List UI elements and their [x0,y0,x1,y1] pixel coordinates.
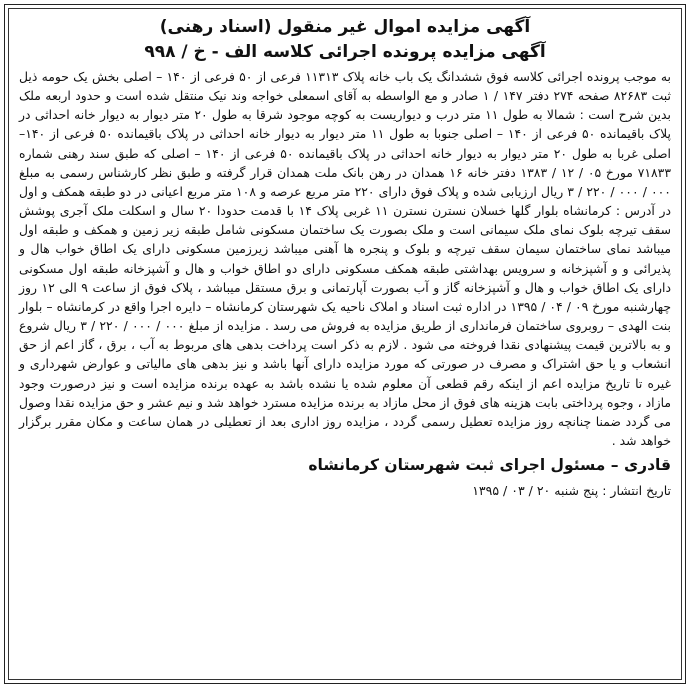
notice-body: به موجب پرونده اجرائی کلاسه فوق ششدانگ یک باب خانه پلاک ۱۱۳۱۳ فرعی از ۵۰ فرعی از ۱۴۰ – اصلی بخش یک حومه ذیل ثبت ۸۲۶۸۳ صفحه ۲۷۴ دفتر ۱۴۷ / ۱ صادر و مع الواسطه به آقای اسمعلی خواجه وند نیک منتقل شده است و حدود اربعه ملک بدین شرح است : شمالا به طول ۱۱ متر درب و دیواریست به کوچه موجود شرقا به طول ۲۰ متر دیوار به دیوار خانه احداثی در پلاک باقیمانده ۵۰ فرعی از ۱۴۰ – اصلی جنوبا به طول ۱۱ متر دیوار به دیوار خانه احداثی در پلاک باقیمانده ۵۰ فرعی از ۱۴۰– اصلی غربا به طول ۲۰ متر دیوار به دیوار خانه احداثی در پلاک باقیمانده ۵۰ فرعی از ۱۴۰ – اصلی که طبق سند رهنی شماره ۷۱۸۳۳ مورخ ۰۵ / ۱۲ / ۱۳۸۳ دفتر خانه ۱۶ همدان در رهن بانک ملت همدان قرار گرفته و طبق نظر کارشناس رسمی به مبلغ ۰۰۰ / ۰۰۰ / ۲۲۰ / ۳ ریال ارزیابی شده و پلاک فوق دارای ۲۲۰ متر مربع عرصه و ۱۰۸ متر مربع اعیانی در دو طبقه همکف و اول در آدرس : کرمانشاه بلوار گلها خسلان نسترن نسترن ۱۱ غربی پلاک ۱۴ با قدمت حدودا ۲۰ سال و اسکلت ملک آجری پوشش سقف تیرچه بلوک نمای ملک سیمانی است و ملک بصورت یک ساختمان مسکونی شامل طبقه زیر زمین و همکف و طبقه اول میباشد نمای ساختمان سیمان سقف تیرچه و بلوک و پنجره ها آهنی میباشد زیرزمین مسکونی دارای یک اطاق خواب هال و پذیرائی و و آشپزخانه و سرویس بهداشتی طبقه همکف مسکونی دارای دو اطاق خواب و هال و آشپزخانه طبقه اول مسکونی دارای یک اطاق خواب و هال و آشپزخانه گاز و آب بصورت آپارتمانی و برق مستقل میباشد ، پلاک فوق از ساعت ۹ الی ۱۲ روز چهارشنبه مورخ ۰۹ / ۰۴ / ۱۳۹۵ در اداره ثبت اسناد و املاک ناحیه یک شهرستان کرمانشاه – دایره اجرا واقع در کرمانشاه – بلوار بنت الهدی – روبروی ساختمان فرمانداری از طریق مزایده به فروش می رسد . مزایده از مبلغ ۰۰۰ / ۰۰۰ / ۲۲۰ / ۳ ریال شروع و به بالاترین قیمت پیشنهادی نقدا فروخته می شود . لازم به ذکر است پرداخت بدهی های مربوط به آب ، برق ، گاز اعم از حق انشعاب و یا حق اشتراک و مصرف در صورتی که مورد مزایده دارای آنها باشد و نیز بدهی های مالیاتی و عوارض شهرداری و غیره تا تاریخ مزایده اعم از اینکه رقم قطعی آن معلوم شده یا نشده باشد به عهده برنده مزایده است و نیز درصورت وجود مازاد ، وجوه پرداختی بابت هزینه های فوق از محل مازاد به برنده مزایده مسترد خواهد شد و نیم عشر و حق مزایده نقدا وصول می گردد ضمنا چنانچه روز مزایده تعطیل رسمی گردد ، مزایده روز اداری بعد از تعطیلی در همان ساعت و مکان مقرر برگزار خواهد شد . [19,69,672,448]
publication-date: تاریخ انتشار : پنج شنبه ۲۰ / ۰۳ / ۱۳۹۵ [472,483,671,499]
notice-title: آگهی مزایده اموال غیر منقول (اسناد رهنی) [159,17,531,37]
notice-subtitle: آگهی مزایده پرونده اجرائی کلاسه الف - خ / ۹۹۸ [144,42,546,62]
notice-box [8,8,682,680]
notice-signature: قادری – مسئول اجرای ثبت شهرستان کرمانشاه [308,456,671,475]
